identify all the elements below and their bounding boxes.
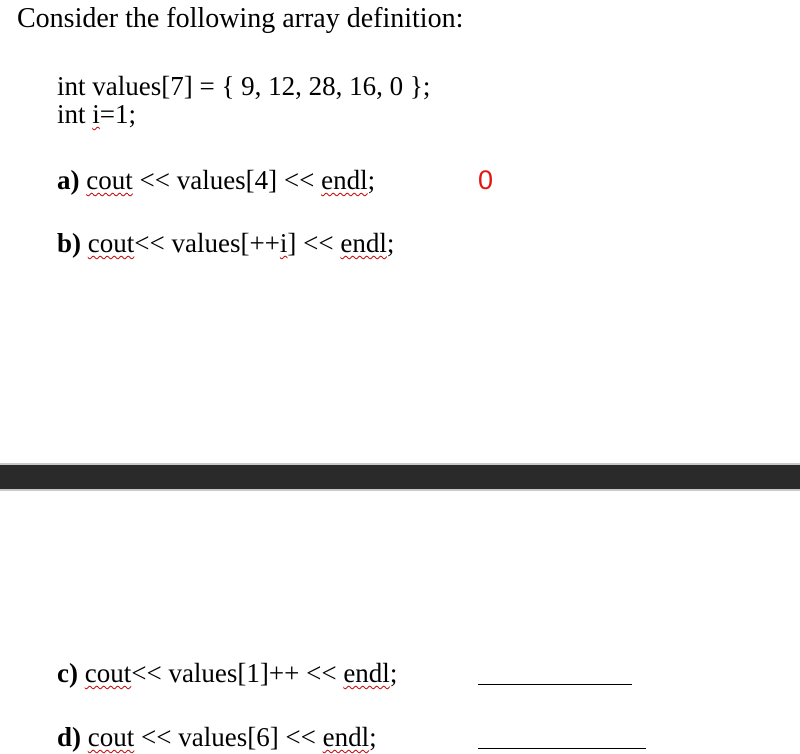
part-a-label: a)	[57, 165, 80, 195]
part-b-statement	[57, 230, 394, 257]
part-c-endl: endl	[343, 658, 390, 688]
part-a-statement	[57, 167, 375, 194]
part-c-answer-blank[interactable]	[478, 684, 632, 685]
part-b-label: b)	[57, 228, 82, 258]
part-c-semicolon: ;	[389, 658, 398, 688]
code-index-definition	[57, 101, 136, 128]
part-d-cout: cout	[87, 722, 135, 752]
part-c-statement	[57, 660, 397, 687]
code-array-definition: int values[7] = { 9, 12, 28, 16, 0 };	[57, 71, 431, 101]
part-a-cout: cout	[86, 165, 133, 195]
part-b-expression-end: ] <<	[287, 228, 341, 258]
code-index-variable: i	[92, 99, 100, 129]
part-d-statement	[57, 724, 377, 751]
question-heading: Consider the following array definition:	[17, 3, 464, 34]
part-c-expression: << values[1]++ <<	[131, 658, 344, 688]
code-int-keyword: int	[57, 99, 93, 129]
page-divider-band	[0, 463, 800, 491]
part-c-cout: cout	[84, 658, 132, 688]
part-a-expression: << values[4] <<	[132, 165, 322, 195]
part-a-answer: 0	[478, 165, 494, 195]
part-b-cout: cout	[87, 228, 135, 258]
part-b-endl: endl	[340, 228, 387, 258]
part-d-label: d)	[57, 722, 82, 752]
part-d-answer-blank[interactable]	[478, 748, 646, 749]
part-d-endl: endl	[322, 722, 370, 752]
part-b-index-variable: i	[279, 228, 288, 258]
part-d-semicolon: ;	[369, 722, 377, 752]
part-c-label: c)	[57, 658, 78, 688]
part-b-semicolon: ;	[386, 228, 395, 258]
part-a-endl: endl	[321, 165, 368, 195]
code-index-assign: =1;	[99, 99, 137, 129]
part-b-expression-start: << values[++	[134, 228, 280, 258]
part-d-expression: << values[6] <<	[134, 722, 323, 752]
part-a-semicolon: ;	[367, 165, 376, 195]
